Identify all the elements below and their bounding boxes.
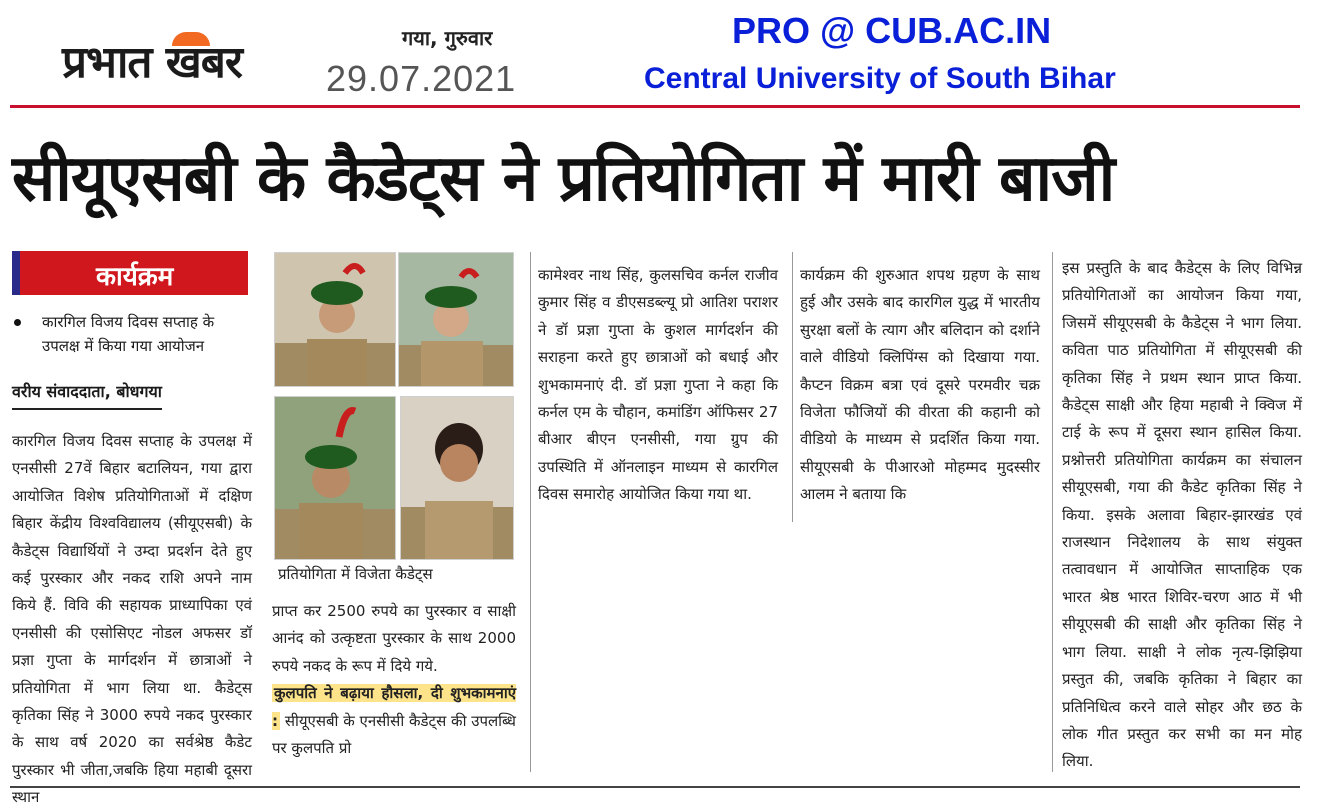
edition-city-day: गया, गुरुवार <box>402 26 493 50</box>
column-divider <box>1052 252 1053 772</box>
pro-email: PRO @ CUB.AC.IN <box>732 10 1052 51</box>
cadet-photo-4 <box>400 396 514 560</box>
highlight-text: कारगिल विजय दिवस सप्ताह के उपलक्ष में किया गया आयोजन <box>42 313 215 355</box>
section-tag <box>12 251 248 295</box>
highlight-bullet <box>14 310 250 358</box>
section-tag-accent <box>12 251 20 295</box>
column-2-continued: सीयूएसबी के एनसीसी कैडेट्स की उपलब्धि पर कुलपति प्रो <box>272 711 516 758</box>
article-column-5: इस प्रस्तुति के बाद कैडेट्स के लिए विभिन्न प्रतियोगिताओं का आयोजन किया गया, जिसमें सीयूएसबी के कैडेट्स ने भाग लिया. कविता पाठ प्रतियोगिता में सीयूएसबी की कृतिका सिंह ने प्रथम स्थान प्राप्त किया. कैडेट्स साक्षी और हिया महाबी ने क्विज में टाई के रूप में दूसरा स्थान हासिल किया. प्रश्नोत्तरी प्रतियोगिता कार्यक्रम का संचालन सीयूएसबी, गया की कैडेट कृतिका सिंह ने किया. इसके अलावा बिहार-झारखंड एवं राजस्थान निदेशालय के साथ संयुक्त तत्वावधान में आयोजित साप्ताहिक एक भारत श्रेष्ठ भारत शिविर-चरण आठ में भी सीयूएसबी की साक्षी और कृतिका सिंह ने भाग लिया. साक्षी ने लोक नृत्य-झिझिया प्रस्तुत की, जबकि कृतिका ने बिहार का प्रतिनिधित्व करने वाले सोहर और छठ के लोक गीत प्रस्तुत कर सभी का मन मोह लिया. <box>1062 259 1302 771</box>
article-column-1: कारगिल विजय दिवस सप्ताह के उपलक्ष में एनसीसी 27वें बिहार बटालियन, गया द्वारा आयोजित विशेष प्रतियोगिताओं में दक्षिण बिहार केंद्रीय विश्वविद्यालय (सीयूएसबी) के कैडेट्स विद्यार्थियों ने उम्दा प्रदर्शन देते हुए कई पुरस्कार और नकद राशि अपने नाम किये हैं. विवि की सहायक प्राध्यापिका एवं एनसीसी की एसोसिएट नोडल अफसर डॉ प्रज्ञा गुप्ता के मार्गदर्शन में छात्राओं ने प्रतियोगिता में भाग लिया था. कैडेट्स कृतिका सिंह ने 3000 रुपये नकद पुरस्कार के साथ वर्ष 2020 का सर्वश्रेष्ठ कैडेट पुरस्कार भी जीता,जबकि हिया महाबी दूसरा स्थान <box>12 432 252 807</box>
article-headline: सीयूएसबी के कैडेट्स ने प्रतियोगिता में मारी बाजी <box>12 142 1115 216</box>
section-tag-label: कार्यक्रम <box>96 262 174 292</box>
column-2-text: प्राप्त कर 2500 रुपये का पुरस्कार व साक्षी आनंद को उत्कृष्टता पुरस्कार के साथ 2000 रुपये नकद के रूप में दिये गये. <box>272 602 516 675</box>
cadet-2-icon <box>399 253 513 386</box>
bottom-divider <box>10 786 1300 788</box>
bullet-dot-icon <box>14 319 21 326</box>
vc-subhead: कुलपति ने बढ़ाया हौसला, दी शुभकामनाएं : <box>272 684 516 730</box>
cadet-photo-2 <box>398 252 514 387</box>
cadet-3-icon <box>275 397 395 559</box>
article-column-3: कामेश्वर नाथ सिंह, कुलसचिव कर्नल राजीव कुमार सिंह व डीएसडब्ल्यू प्रो आतिश पराशर ने डॉ प्रज्ञा गुप्ता के कुशल मार्गदर्शन की सराहना करते हुए छात्राओं को बधाई और शुभकामनाएं दी. डॉ प्रज्ञा गुप्ता ने कहा कि कर्नल एम के चौहान, कमांडिंग ऑफिसर 27 बीआर बीएन एनसीसी, गया ग्रुप की उपस्थिति में ऑनलाइन माध्यम से कारगिल दिवस समारोह आयोजित किया गया था. <box>538 266 778 504</box>
cadet-4-icon <box>401 397 513 559</box>
cadet-photo-1 <box>274 252 396 387</box>
newspaper-logo: प्रभात खबर <box>62 37 242 88</box>
cadet-1-icon <box>275 253 395 386</box>
publication-date: 29.07.2021 <box>326 58 517 99</box>
masthead-divider <box>10 105 1300 108</box>
article-column-4: कार्यक्रम की शुरुआत शपथ ग्रहण के साथ हुई और उसके बाद कारगिल युद्ध में भारतीय सुरक्षा बलों के त्याग और बलिदान को दर्शाने वाले वीडियो क्लिपिंग्स को दिखाया गया. कैप्टन विक्रम बत्रा एवं दूसरे परमवीर चक्र विजेता फौजियों की वीरता की कहानी को वीडियो के माध्यम से प्रदर्शित किया गया. सीयूएसबी के पीआरओ मोहम्मद मुदस्सीर आलम ने बताया कि <box>800 266 1040 504</box>
university-name: Central University of South Bihar <box>644 62 1116 95</box>
column-divider <box>792 252 793 522</box>
article-column-2 <box>272 598 516 762</box>
byline: वरीय संवाददाता, बोधगया <box>12 380 162 410</box>
photo-caption: प्रतियोगिता में विजेता कैडेट्स <box>278 565 433 583</box>
column-divider <box>530 252 531 772</box>
cadet-photo-3 <box>274 396 396 560</box>
